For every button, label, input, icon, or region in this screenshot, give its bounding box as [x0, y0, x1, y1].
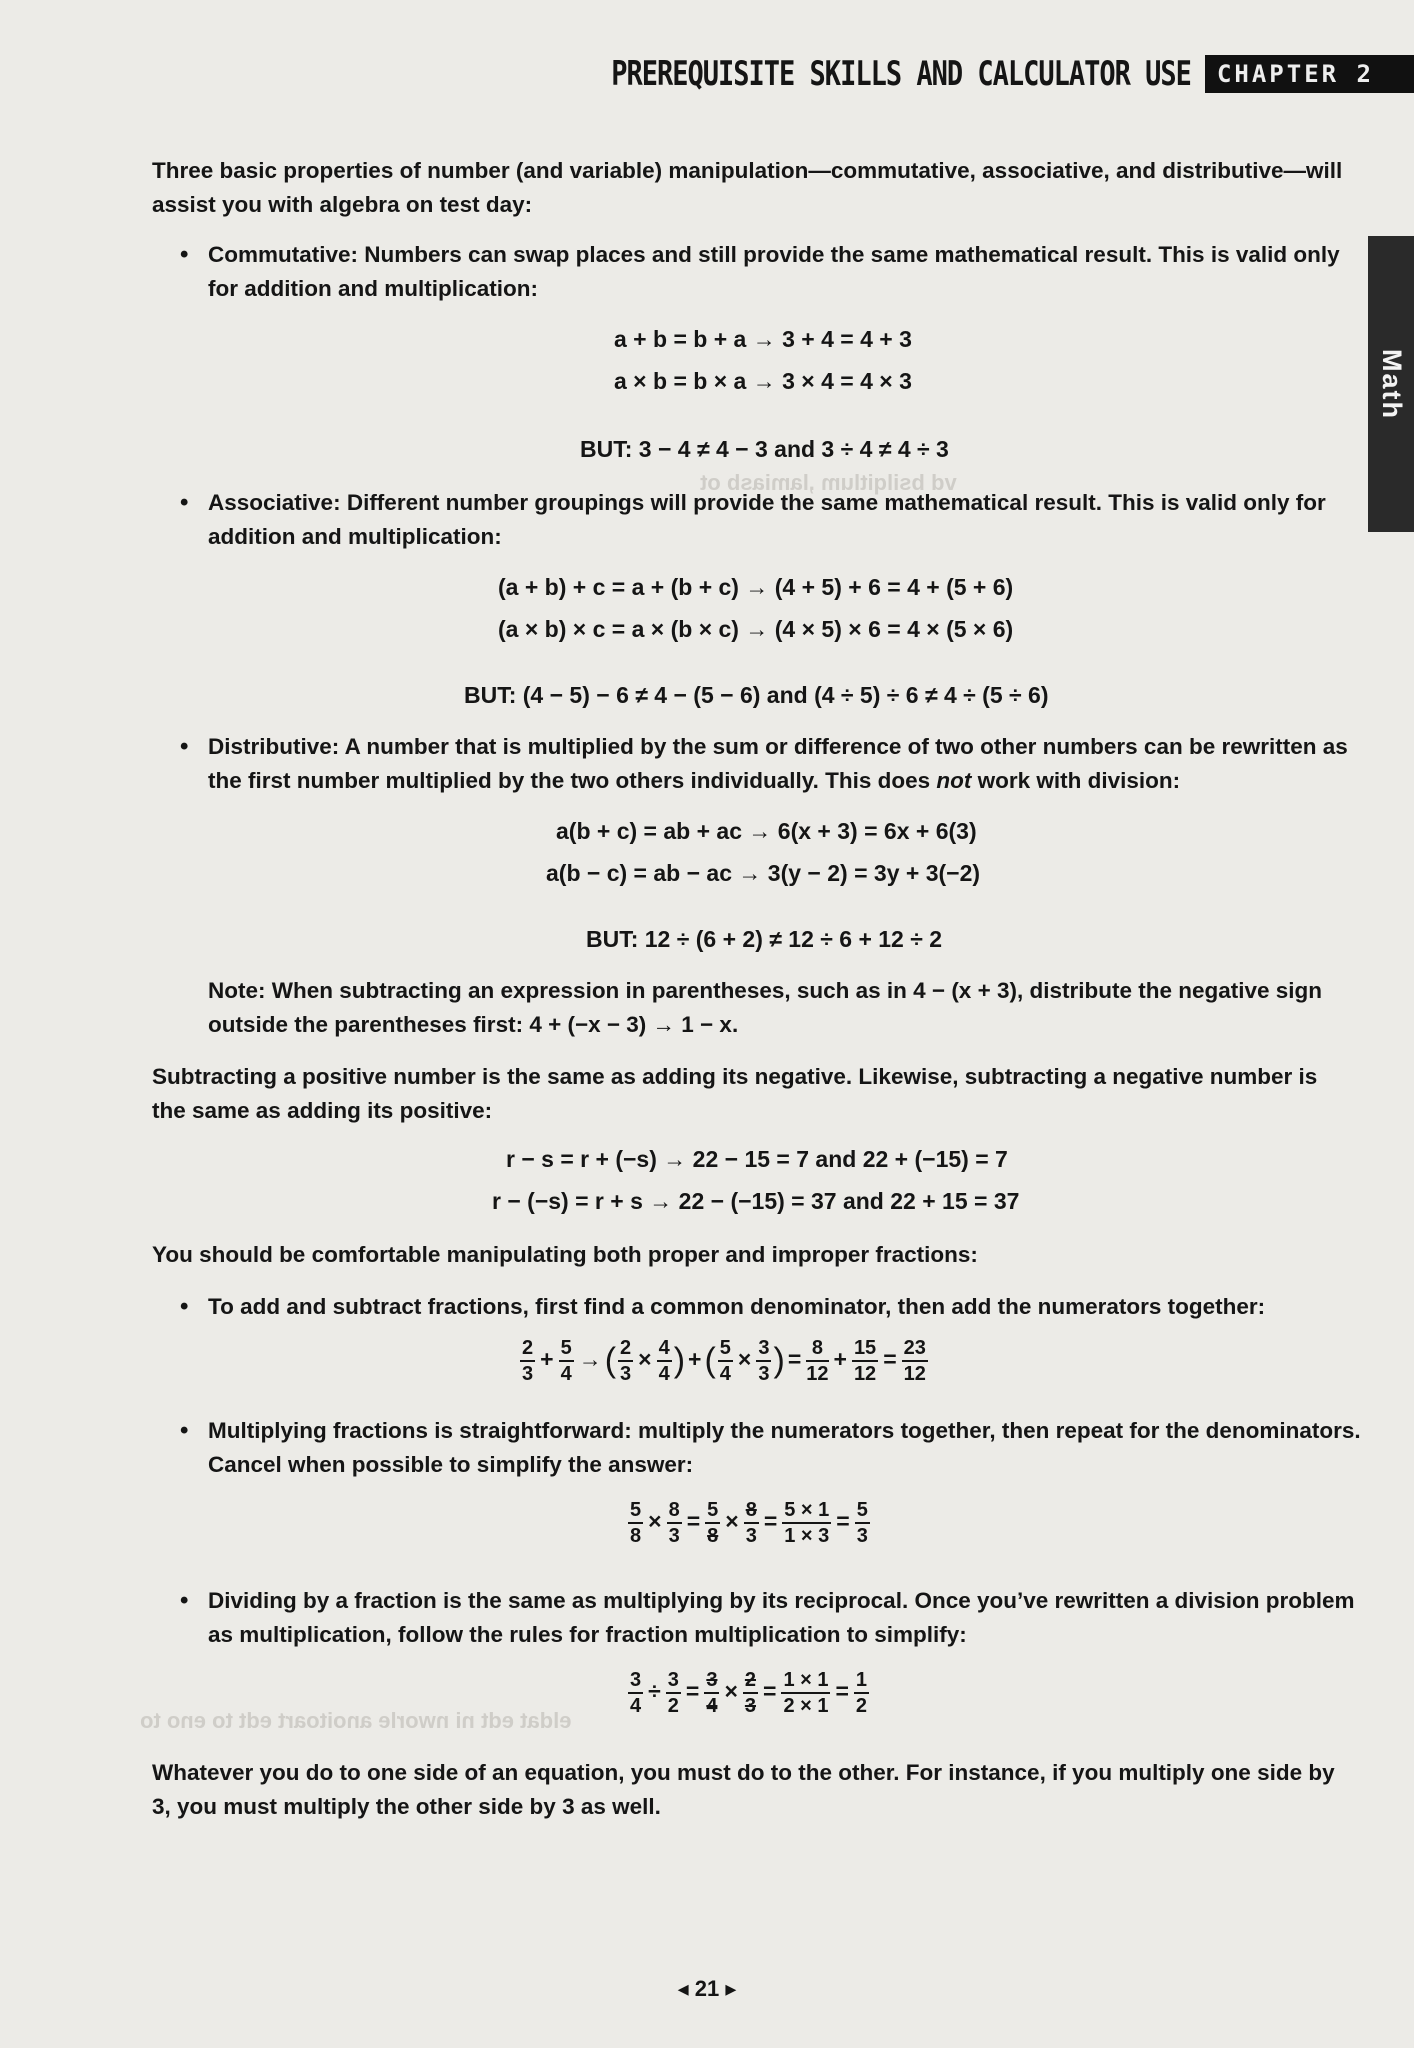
associative-text: Different number groupings will provide the same mathematical result. This is valid only for addition and multiplication:: [208, 490, 1326, 549]
commutative-but: BUT: 3 − 4 ≠ 4 − 3 and 3 ÷ 4 ≠ 4 ÷ 3: [580, 436, 949, 462]
associative-eq-2: (a × b) × c = a × (b × c) → (4 × 5) × 6 = 4 × (5 × 6): [498, 616, 1014, 642]
frac-add-equation: $\frac{2}{3}$ + $\frac{5}{4}$ →( $\frac{2}{3}$ × $\frac{4}{4}$ ) +( $\frac{5}{4}$ × $\frac{3}{3}$ ) = $\frac{8}{12}$ + $\frac{15}{12}$ = $\frac{23}{12}$: [522, 1337, 926, 1385]
fraction: $\frac{2}{3}$: [744, 1669, 756, 1717]
closing-paragraph: Whatever you do to one side of an equation, you must do to the other. For instance, if you multiply one side by 3, you must multiply the other side by 3 as well.: [152, 1760, 1335, 1819]
fraction: $\frac{3}{4}$: [706, 1669, 718, 1717]
associative-eq-1: (a + b) + c = a + (b + c) → (4 + 5) + 6 = 4 + (5 + 6): [498, 574, 1014, 600]
fraction: $\frac{3}{2}$: [667, 1669, 679, 1717]
fraction: $\frac{5}{8}$: [707, 1499, 719, 1547]
subtracting-eq-2: r − (−s) = r + s → 22 − (−15) = 37 and 22 + 15 = 37: [492, 1188, 1020, 1214]
subtracting-paragraph: Subtracting a positive number is the same as adding its negative. Likewise, subtracting a negative number is the same as adding its positive:: [152, 1064, 1318, 1123]
note-paragraph: Note: When subtracting an expression in parentheses, such as in 4 − (x + 3), distribute the negative sign outside the parentheses first: 4 + (−x − 3) → 1 − x.: [208, 978, 1323, 1037]
fraction: $\frac{1}{2}$: [855, 1669, 868, 1717]
distributive-not: not: [936, 768, 972, 793]
bleed-through-text-2: eldat edt ni nworle anoitoart edt to eno to: [140, 1708, 572, 1733]
distributive-eq-1: a(b + c) = ab + ac → 6(x + 3) = 6x + 6(3): [556, 818, 977, 844]
commutative-eq-1: a + b = b + a → 3 + 4 = 4 + 3: [614, 326, 912, 352]
running-header: [611, 55, 1414, 93]
chapter-tab: CHAPTER 2: [1205, 55, 1414, 93]
bullet-frac-add: • To add and subtract fractions, first find a common denominator, then add the numerators together:: [180, 1290, 1368, 1324]
intro-paragraph: Three basic properties of number (and variable) manipulation—commutative, associative, and distributive—will assist you with algebra on test day:: [152, 158, 1343, 217]
commutative-eq-2: a × b = b × a → 3 × 4 = 4 × 3: [614, 368, 912, 394]
fraction: $\frac{2}{3}$: [522, 1337, 534, 1385]
fraction: $\frac{5}{8}$: [630, 1499, 642, 1547]
fraction: $\frac{23}{12}$: [903, 1337, 926, 1385]
fraction: $\frac{8}{3}$: [668, 1499, 680, 1547]
distributive-text-a: A number that is multiplied by the sum or difference of two other numbers can be rewritten as the first number multiplied by the two others individually. This does: [208, 734, 1348, 793]
subtracting-eq-1: r − s = r + (−s) → 22 − 15 = 7 and 22 + (−15) = 7: [506, 1146, 1008, 1172]
side-tab-label: Math: [1376, 348, 1407, 420]
bullet-associative: [180, 486, 1368, 554]
bullet-distributive: [180, 730, 1368, 798]
fraction: $\frac{8}{12}$: [806, 1337, 829, 1385]
fraction: $\frac{15}{12}$: [853, 1337, 877, 1385]
commutative-text: Numbers can swap places and still provide the same mathematical result. This is valid only for addition and multiplication:: [208, 242, 1340, 301]
page-number: ◂ 21 ▸: [677, 1976, 737, 2001]
term-associative: Associative:: [208, 490, 341, 515]
section-side-tab: [1368, 236, 1414, 532]
distributive-but: BUT: 12 ÷ (6 + 2) ≠ 12 ÷ 6 + 12 ÷ 2: [586, 926, 943, 952]
bullet-frac-mult: • Multiplying fractions is straightforward: multiply the numerators together, then repeat for the denominators. Cancel when possible to simplify the answer:: [180, 1414, 1368, 1482]
fraction: $\frac{1 \times 1}{2 \times 1}$: [783, 1669, 829, 1717]
term-distributive: Distributive:: [208, 734, 340, 759]
term-commutative: Commutative:: [208, 242, 359, 267]
fraction: $\frac{5}{3}$: [856, 1499, 868, 1547]
frac-mult-equation: $\frac{5}{8}$ × $\frac{8}{3}$ = $\frac{5}{8}$ × $\frac{8}{3}$ = $\frac{5 \times 1}{1 \times 3}$ = $\frac{5}{3}$: [630, 1499, 868, 1547]
distributive-text-b: work with division:: [971, 768, 1181, 793]
associative-but: BUT: (4 − 5) − 6 ≠ 4 − (5 − 6) and (4 ÷ 5) ÷ 6 ≠ 4 ÷ (5 ÷ 6): [464, 682, 1049, 708]
bleed-through-text: vd bsilqitlum ,lamiasb ot: [700, 470, 957, 495]
fraction: $\frac{5 \times 1}{1 \times 3}$: [784, 1499, 830, 1547]
bullet-frac-div: • Dividing by a fraction is the same as multiplying by its reciprocal. Once you’ve rewritten a division problem as multiplication, follow the rules for fraction multiplication to simplify:: [180, 1584, 1368, 1652]
fractions-intro: You should be comfortable manipulating both proper and improper fractions:: [152, 1242, 978, 1267]
fraction: $\frac{5}{4}$: [560, 1337, 572, 1385]
bullet-commutative: [180, 238, 1368, 306]
fraction: $\frac{3}{4}$: [630, 1669, 642, 1717]
frac-div-equation: $\frac{3}{4}$ ÷ $\frac{3}{2}$ = $\frac{3}{4}$ × $\frac{2}{3}$ = $\frac{1 \times 1}{2 \times 1}$ = $\frac{1}{2}$: [630, 1669, 868, 1717]
fraction: $\frac{3}{3}$: [758, 1337, 770, 1385]
distributive-eq-2: a(b − c) = ab − ac → 3(y − 2) = 3y + 3(−2): [546, 860, 981, 886]
header-title: PREREQUISITE SKILLS AND CALCULATOR USE: [611, 54, 1191, 94]
fraction: $\frac{8}{3}$: [745, 1499, 757, 1547]
fraction: $\frac{5}{4}$: [719, 1337, 731, 1385]
fraction: $\frac{2}{3}$: [620, 1337, 632, 1385]
fraction: $\frac{4}{4}$: [658, 1337, 670, 1385]
